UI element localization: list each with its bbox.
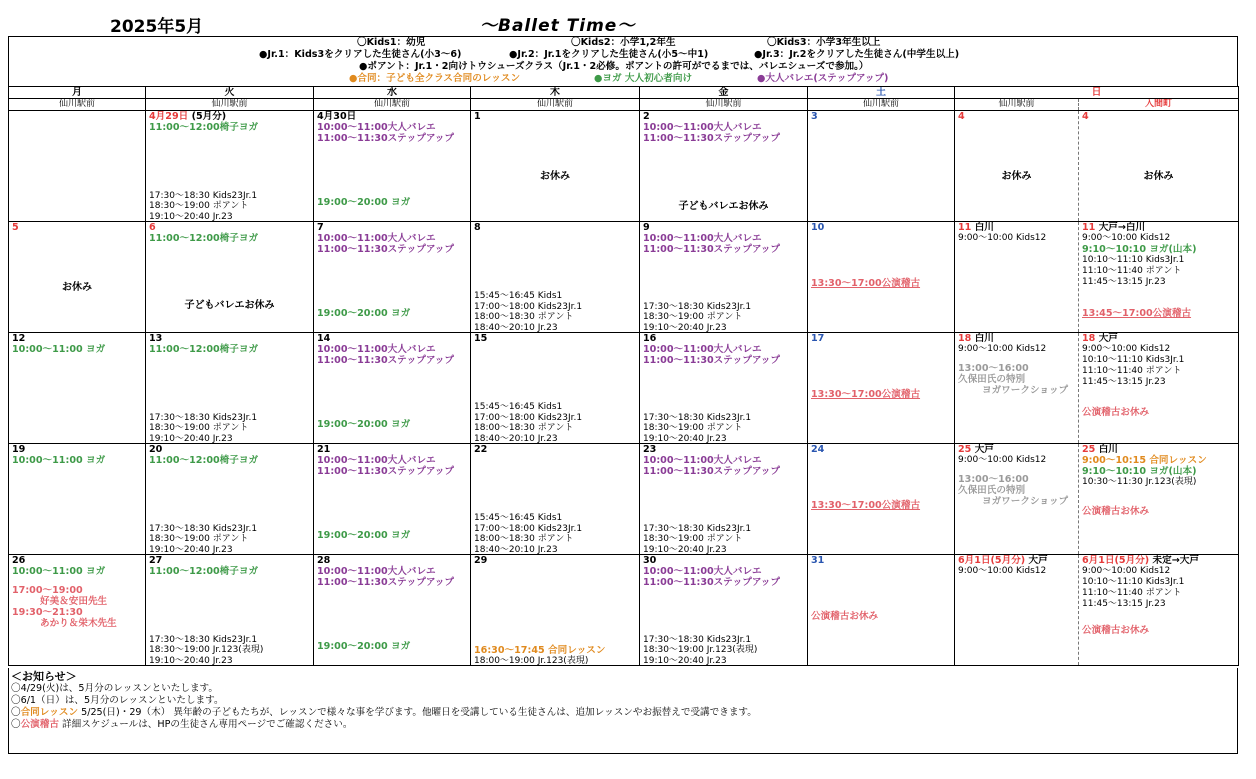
day-cell xyxy=(640,555,808,666)
location-thu: 仙川駅前 xyxy=(471,99,640,111)
notice-mark: 〇 xyxy=(11,719,21,730)
class-entry: 19:10～20:40 Jr.23 xyxy=(643,322,727,333)
day-number: 18 xyxy=(1082,333,1096,344)
calendar-table xyxy=(8,86,1239,666)
weekday-tue: 火 xyxy=(146,87,314,99)
class-entry: 11:45～13:15 Jr.23 xyxy=(1082,377,1166,387)
stepup-class: 11:00～11:30ステップアップ xyxy=(643,466,780,477)
day-cell xyxy=(955,444,1079,555)
location-sat: 仙川駅前 xyxy=(808,99,955,111)
weekday-sat: 土 xyxy=(808,87,955,99)
class-entry: 17:30～18:30 Kids23Jr.1 xyxy=(149,634,258,645)
class-entry: 18:00～18:30 ポアント xyxy=(474,534,574,544)
location-iruma: 入間町 xyxy=(1079,99,1239,111)
venue-label: 大戸→白川 xyxy=(1098,222,1146,233)
class-entry: 9:00～10:00 Kids12 xyxy=(1082,233,1171,243)
class-entry: 10:30～11:30 Jr.123(表現) xyxy=(1082,477,1197,487)
day-cell xyxy=(9,555,146,666)
joint-lesson: 9:00～10:15 合同レッスン xyxy=(1082,455,1207,466)
class-entry: 17:30～18:30 Kids23Jr.1 xyxy=(149,412,258,423)
stepup-class: 11:00～11:30ステップアップ xyxy=(317,466,454,477)
class-entry: 9:00～10:00 Kids12 xyxy=(958,233,1047,243)
day-number: 28 xyxy=(317,555,331,566)
day-cell xyxy=(955,111,1079,222)
day-number: 27 xyxy=(149,555,163,566)
weekday-mon: 月 xyxy=(9,87,146,99)
day-number: 4 xyxy=(1082,111,1089,122)
yoga-class: 19:00～20:00 ヨガ xyxy=(317,197,411,208)
workshop-title: 久保田氏の特別 xyxy=(958,374,1026,385)
adult-ballet-class: 10:00～11:00大人バレエ xyxy=(317,233,436,244)
day-cell xyxy=(955,555,1079,666)
rehearsal-label: 公演稽古お休み xyxy=(1082,625,1150,636)
week-row-4 xyxy=(9,444,1239,555)
class-legend xyxy=(8,36,1238,86)
adult-ballet-class: 10:00～11:00大人バレエ xyxy=(643,233,762,244)
class-entry: 17:30～18:30 Kids23Jr.1 xyxy=(149,523,258,534)
day-number: 14 xyxy=(317,333,331,344)
closed-label: お休み xyxy=(1143,171,1174,182)
day-cell xyxy=(9,444,146,555)
venue-label: 未定→大戸 xyxy=(1152,555,1199,566)
closed-label: お休み xyxy=(540,171,570,182)
day-cell xyxy=(640,444,808,555)
special-teachers: 好美＆安田先生 xyxy=(40,596,108,607)
day-cell xyxy=(1079,444,1239,555)
venue-label: 白川 xyxy=(974,333,994,344)
day-number: 22 xyxy=(474,444,488,455)
day-number: 6月1日(5月分) xyxy=(958,555,1026,566)
workshop-time: 13:00～16:00 xyxy=(958,474,1029,485)
notice-text: 5/25(日)・29（木） 異年齢の子どもたちが、レッスンで様々な事を学びます。他曜日を受講している生徒さんは、追加レッスンやお振替えで受講できます。 xyxy=(78,707,757,718)
weekday-header-row xyxy=(9,87,1239,99)
day-number: 18 xyxy=(958,333,972,344)
day-number: 4 xyxy=(958,111,965,122)
adult-ballet-class: 10:00～11:00大人バレエ xyxy=(317,566,436,577)
day-cell xyxy=(471,333,640,444)
day-cell xyxy=(640,222,808,333)
stepup-class: 11:00～11:30ステップアップ xyxy=(317,355,454,366)
class-entry: 19:10～20:40 Jr.23 xyxy=(149,544,233,555)
day-number: 6 xyxy=(149,222,156,233)
class-entry: 18:30～19:00 Jr.123(表現) xyxy=(149,645,264,655)
weekday-thu: 木 xyxy=(471,87,640,99)
weekday-sun: 日 xyxy=(955,87,1239,99)
adult-ballet-class: 10:00～11:00大人バレエ xyxy=(643,122,762,133)
legend-yoga: ●ヨガ 大人初心者向け xyxy=(594,73,693,84)
special-time: 17:00～19:00 xyxy=(12,585,83,596)
class-entry: 19:10～20:40 Jr.23 xyxy=(643,655,727,666)
workshop-title: ヨガワークショップ xyxy=(982,496,1069,507)
day-number: 30 xyxy=(643,555,657,566)
day-cell xyxy=(146,444,314,555)
closed-label: お休み xyxy=(1001,171,1032,182)
class-entry: 18:30～19:00 ポアント xyxy=(149,534,249,544)
day-cell xyxy=(1079,555,1239,666)
yoga-class: 19:00～20:00 ヨガ xyxy=(317,419,411,430)
yoga-class: 11:00～12:00椅子ヨガ xyxy=(149,566,259,577)
yoga-class: 11:00～12:00椅子ヨガ xyxy=(149,455,259,466)
class-entry: 19:10～20:40 Jr.23 xyxy=(643,433,727,444)
yoga-class: 11:00～12:00椅子ヨガ xyxy=(149,233,259,244)
day-number: 1 xyxy=(474,111,481,122)
class-entry: 9:00～10:00 Kids12 xyxy=(958,566,1047,576)
class-entry: 17:00～18:00 Kids23Jr.1 xyxy=(474,523,583,534)
class-entry: 18:30～19:00 ポアント xyxy=(643,534,743,544)
day-number: 16 xyxy=(643,333,657,344)
class-entry: 19:10～20:40 Jr.23 xyxy=(149,655,233,666)
adult-ballet-class: 10:00～11:00大人バレエ xyxy=(317,455,436,466)
rehearsal-label: 公演稽古お休み xyxy=(1082,407,1150,418)
legend-pointe: ●ポアント：Jr.1・2向けトウシューズクラス（Jr.1・2必修。ポアントの許可がでるまでは、バレエシューズで参加。） xyxy=(359,61,869,72)
day-number: 21 xyxy=(317,444,331,455)
day-number: 26 xyxy=(12,555,26,566)
closed-label: お休み xyxy=(62,282,92,293)
class-entry: 17:30～18:30 Kids23Jr.1 xyxy=(643,523,752,534)
class-entry: 15:45～16:45 Kids1 xyxy=(474,291,563,301)
special-time: 19:30～21:30 xyxy=(12,607,83,618)
legend-joint: ●合同：子ども全クラス合同のレッスン xyxy=(349,73,521,84)
day-cell xyxy=(808,222,955,333)
class-entry: 18:30～19:00 ポアント xyxy=(643,423,743,433)
yoga-class: 9:10～10:10 ヨガ(山本) xyxy=(1082,244,1197,255)
class-entry: 11:10～11:40 ポアント xyxy=(1082,366,1182,376)
day-cell xyxy=(146,333,314,444)
special-teachers: あかり＆栄木先生 xyxy=(40,618,117,629)
day-number: 23 xyxy=(643,444,657,455)
day-cell xyxy=(314,222,471,333)
yoga-class: 9:10～10:10 ヨガ(山本) xyxy=(1082,466,1197,477)
class-entry: 11:45～13:15 Jr.23 xyxy=(1082,599,1166,609)
day-cell xyxy=(955,222,1079,333)
notice-label: 合同レッスン xyxy=(20,707,79,718)
day-number: 11 xyxy=(958,222,972,233)
adult-ballet-class: 10:00～11:00大人バレエ xyxy=(317,122,436,133)
day-cell xyxy=(146,555,314,666)
day-number: 29 xyxy=(474,555,488,566)
venue-label: 白川 xyxy=(974,222,994,233)
day-cell xyxy=(640,333,808,444)
notice-line: 〇4/29(火)は、5月分のレッスンといたします。 xyxy=(11,683,218,694)
closed-label: 子どもバレエお休み xyxy=(678,201,769,212)
location-fri: 仙川駅前 xyxy=(640,99,808,111)
month-title: 2025年5月 xyxy=(110,17,204,37)
day-cell xyxy=(1079,111,1239,222)
closed-label: 子どもバレエお休み xyxy=(184,300,275,311)
day-number: 4月29日 xyxy=(149,111,189,122)
legend-adult: ●大人バレエ(ステップアップ) xyxy=(757,73,889,84)
notice-label: 公演稽古 xyxy=(20,719,59,730)
venue-label: 大戸 xyxy=(1028,555,1048,566)
class-entry: 18:30～19:00 ポアント xyxy=(149,201,249,211)
day-number: 7 xyxy=(317,222,324,233)
class-entry: 18:30～19:00 ポアント xyxy=(149,423,249,433)
day-number: 10 xyxy=(811,222,825,233)
day-number: 25 xyxy=(958,444,972,455)
day-number: 31 xyxy=(811,555,825,566)
day-number: 11 xyxy=(1082,222,1096,233)
class-entry: 18:40～20:10 Jr.23 xyxy=(474,433,558,444)
rehearsal-label: 公演稽古お休み xyxy=(811,611,879,622)
day-cell xyxy=(808,444,955,555)
yoga-class: 19:00～20:00 ヨガ xyxy=(317,308,411,319)
workshop-title: 久保田氏の特別 xyxy=(958,485,1026,496)
class-entry: 9:00～10:00 Kids12 xyxy=(1082,566,1171,576)
day-cell xyxy=(640,111,808,222)
location-tue: 仙川駅前 xyxy=(146,99,314,111)
stepup-class: 11:00～11:30ステップアップ xyxy=(317,133,454,144)
class-entry: 18:40～20:10 Jr.23 xyxy=(474,544,558,555)
stepup-class: 11:00～11:30ステップアップ xyxy=(643,244,780,255)
day-cell xyxy=(1079,333,1239,444)
yoga-class: 11:00～12:00椅子ヨガ xyxy=(149,122,259,133)
class-entry: 19:10～20:40 Jr.23 xyxy=(149,433,233,444)
adult-ballet-class: 10:00～11:00大人バレエ xyxy=(643,455,762,466)
class-entry: 17:00～18:00 Kids23Jr.1 xyxy=(474,412,583,423)
day-cell xyxy=(808,555,955,666)
week-row-1 xyxy=(9,111,1239,222)
workshop-time: 13:00～16:00 xyxy=(958,363,1029,374)
rehearsal-label: 13:30～17:00公演稽古 xyxy=(811,389,921,400)
day-number: 25 xyxy=(1082,444,1096,455)
notice-line xyxy=(11,707,1235,719)
day-cell xyxy=(471,555,640,666)
class-entry: 19:10～20:40 Jr.23 xyxy=(149,211,233,222)
weekday-wed: 水 xyxy=(314,87,471,99)
legend-jr2: ●Jr.2：Jr.1をクリアした生徒さん(小5～中1) xyxy=(509,49,709,60)
class-entry: 10:10～11:10 Kids3Jr.1 xyxy=(1082,255,1185,265)
workshop-title: ヨガワークショップ xyxy=(982,385,1069,396)
class-entry: 18:40～20:10 Jr.23 xyxy=(474,322,558,333)
class-entry: 17:30～18:30 Kids23Jr.1 xyxy=(149,190,258,201)
day-number: 17 xyxy=(811,333,825,344)
rehearsal-label: 公演稽古お休み xyxy=(1082,506,1150,517)
stepup-class: 11:00～11:30ステップアップ xyxy=(643,577,780,588)
day-number: 4月30日 xyxy=(317,111,357,122)
class-entry: 17:30～18:30 Kids23Jr.1 xyxy=(643,634,752,645)
day-cell xyxy=(1079,222,1239,333)
venue-label: 大戸 xyxy=(974,444,994,455)
day-number: 15 xyxy=(474,333,488,344)
location-sun: 仙川駅前 xyxy=(955,99,1079,111)
class-entry: 11:10～11:40 ポアント xyxy=(1082,266,1182,276)
day-cell xyxy=(808,111,955,222)
class-entry: 18:30～19:00 ポアント xyxy=(643,312,743,322)
rehearsal-label: 13:30～17:00公演稽古 xyxy=(811,278,921,289)
legend-kids1: 〇Kids1：幼児 xyxy=(357,37,426,48)
class-entry: 9:00～10:00 Kids12 xyxy=(958,455,1047,465)
location-row xyxy=(9,99,1239,111)
notice-text: 詳細スケジュールは、HPの生徒さん専用ページでご確認ください。 xyxy=(58,719,353,730)
stepup-class: 11:00～11:30ステップアップ xyxy=(317,577,454,588)
day-cell xyxy=(471,222,640,333)
rehearsal-label: 13:45～17:00公演稽古 xyxy=(1082,308,1192,319)
week-row-2 xyxy=(9,222,1239,333)
yoga-class: 11:00～12:00椅子ヨガ xyxy=(149,344,259,355)
yoga-class: 19:00～20:00 ヨガ xyxy=(317,641,411,652)
day-number: 5 xyxy=(12,222,19,233)
class-entry: 18:00～18:30 ポアント xyxy=(474,312,574,322)
notice-mark: 〇 xyxy=(11,707,21,718)
stepup-class: 11:00～11:30ステップアップ xyxy=(643,355,780,366)
class-entry: 11:10～11:40 ポアント xyxy=(1082,588,1182,598)
week-row-5 xyxy=(9,555,1239,666)
location-wed: 仙川駅前 xyxy=(314,99,471,111)
class-entry: 9:00～10:00 Kids12 xyxy=(958,344,1047,354)
legend-jr1: ●Jr.1：Kids3をクリアした生徒さん(小3～6) xyxy=(259,49,462,60)
legend-kids2: 〇Kids2：小学1,2年生 xyxy=(571,37,676,48)
class-entry: 18:00～18:30 ポアント xyxy=(474,423,574,433)
class-entry: 18:30～19:00 Jr.123(表現) xyxy=(643,645,758,655)
class-entry: 9:00～10:00 Kids12 xyxy=(1082,344,1171,354)
week-row-3 xyxy=(9,333,1239,444)
day-cell xyxy=(314,111,471,222)
venue-label: 大戸 xyxy=(1098,333,1118,344)
venue-label: 白川 xyxy=(1098,444,1118,455)
stepup-class: 11:00～11:30ステップアップ xyxy=(317,244,454,255)
stepup-class: 11:00～11:30ステップアップ xyxy=(643,133,780,144)
notice-line: 〇6/1（日）は、5月分のレッスンといたします。 xyxy=(11,695,224,706)
day-cell xyxy=(471,444,640,555)
day-number: 20 xyxy=(149,444,163,455)
yoga-class: 19:00～20:00 ヨガ xyxy=(317,530,411,541)
class-entry: 15:45～16:45 Kids1 xyxy=(474,513,563,523)
day-number: 9 xyxy=(643,222,650,233)
rehearsal-label: 13:30～17:00公演稽古 xyxy=(811,500,921,511)
class-entry: 10:10～11:10 Kids3Jr.1 xyxy=(1082,577,1185,587)
legend-jr3: ●Jr.3：Jr.2をクリアした生徒さん(中学生以上) xyxy=(754,49,960,60)
day-cell xyxy=(146,222,314,333)
class-entry: 11:45～13:15 Jr.23 xyxy=(1082,277,1166,287)
adult-ballet-class: 10:00～11:00大人バレエ xyxy=(643,344,762,355)
adult-ballet-class: 10:00～11:00大人バレエ xyxy=(643,566,762,577)
day-cell xyxy=(9,222,146,333)
day-number: 2 xyxy=(643,111,650,122)
day-cell xyxy=(471,111,640,222)
day-cell xyxy=(314,333,471,444)
day-number: 19 xyxy=(12,444,26,455)
class-entry: 19:10～20:40 Jr.23 xyxy=(643,544,727,555)
day-number: 13 xyxy=(149,333,163,344)
day-cell xyxy=(314,444,471,555)
joint-lesson: 16:30～17:45 合同レッスン xyxy=(474,644,606,656)
day-note: (5月分) xyxy=(191,111,227,122)
day-cell xyxy=(9,333,146,444)
legend-kids3: 〇Kids3：小学3年生以上 xyxy=(767,37,881,48)
notice-box xyxy=(8,668,1238,754)
weekday-fri: 金 xyxy=(640,87,808,99)
class-entry: 17:30～18:30 Kids23Jr.1 xyxy=(643,301,752,312)
page-title: ～Ballet Time～ xyxy=(480,16,636,36)
notice-line xyxy=(11,719,1235,731)
day-number: 8 xyxy=(474,222,481,233)
class-entry: 10:10～11:10 Kids3Jr.1 xyxy=(1082,355,1185,365)
class-entry: 17:00～18:00 Kids23Jr.1 xyxy=(474,301,583,312)
day-number: 6月1日(5月分) xyxy=(1082,555,1150,566)
day-cell xyxy=(314,555,471,666)
day-number: 12 xyxy=(12,333,26,344)
class-entry: 18:00～19:00 Jr.123(表現) xyxy=(474,655,589,666)
yoga-class: 10:00～11:00 ヨガ xyxy=(12,455,106,466)
day-cell xyxy=(808,333,955,444)
day-cell xyxy=(146,111,314,222)
day-number: 3 xyxy=(811,111,818,122)
location-mon: 仙川駅前 xyxy=(9,99,146,111)
notice-title: ＜お知らせ＞ xyxy=(11,670,77,683)
day-number: 24 xyxy=(811,444,825,455)
yoga-class: 10:00～11:00 ヨガ xyxy=(12,344,106,355)
day-cell xyxy=(9,111,146,222)
yoga-class: 10:00～11:00 ヨガ xyxy=(12,566,106,577)
adult-ballet-class: 10:00～11:00大人バレエ xyxy=(317,344,436,355)
class-entry: 15:45～16:45 Kids1 xyxy=(474,402,563,412)
day-cell xyxy=(955,333,1079,444)
class-entry: 17:30～18:30 Kids23Jr.1 xyxy=(643,412,752,423)
